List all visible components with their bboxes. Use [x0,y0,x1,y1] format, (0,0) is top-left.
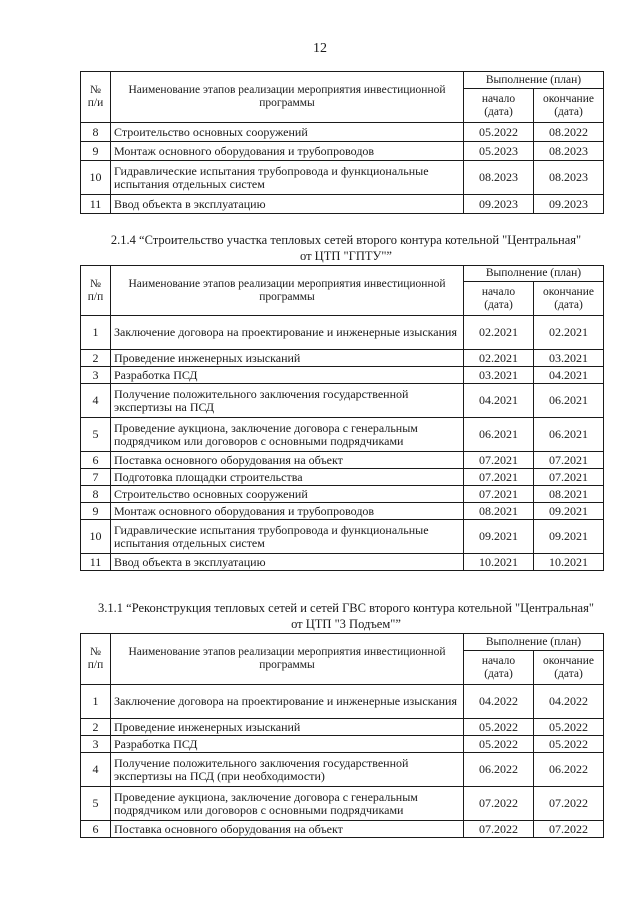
stage-name: Монтаж основного оборудования и трубопроводов [111,142,464,161]
end-date: 06.2021 [534,418,604,452]
table-row [81,554,604,571]
stage-name: Поставка основного оборудования на объект [111,452,464,469]
table-row [81,787,604,821]
row-number: 3 [81,367,111,384]
stage-name: Строительство основных сооружений [111,486,464,503]
table-row [81,503,604,520]
end-date: 07.2021 [534,469,604,486]
start-date: 04.2022 [464,685,534,719]
col-header-stage-name: Наименование этапов реализации мероприятия инвестиционной программы [111,266,464,316]
start-date: 07.2021 [464,452,534,469]
stage-name: Гидравлические испытания трубопровода и функциональные испытания отдельных систем [111,520,464,554]
col-header-execution: Выполнение (план) [464,634,604,651]
row-number: 6 [81,821,111,838]
stage-name: Проведение аукциона, заключение договора с генеральным подрядчиком или договоров с основными подрядчиками [111,787,464,821]
table-row [81,316,604,350]
col-header-stage-name: Наименование этапов реализации мероприятия инвестиционной программы [111,634,464,685]
stages-table-2 [80,265,604,571]
start-date: 03.2021 [464,367,534,384]
start-date: 02.2021 [464,350,534,367]
section-heading-line: от ЦТП "ГПТУ"” [300,249,392,263]
start-date: 09.2021 [464,520,534,554]
table-row [81,123,604,142]
stage-name: Проведение аукциона, заключение договора с генеральным подрядчиком или договоров с основными подрядчиками [111,418,464,452]
row-number: 8 [81,123,111,142]
end-date: 04.2022 [534,685,604,719]
table-row [81,469,604,486]
row-number: 6 [81,452,111,469]
table-row [81,486,604,503]
stage-name: Разработка ПСД [111,367,464,384]
end-date: 08.2022 [534,123,604,142]
start-date: 02.2021 [464,316,534,350]
stages-table-1 [80,71,604,214]
end-date: 06.2022 [534,753,604,787]
stage-name: Монтаж основного оборудования и трубопроводов [111,503,464,520]
col-header-end: окончание (дата) [534,282,604,316]
end-date: 04.2021 [534,367,604,384]
end-date: 06.2021 [534,384,604,418]
end-date: 07.2022 [534,821,604,838]
end-date: 07.2021 [534,452,604,469]
end-date: 10.2021 [534,554,604,571]
stage-name: Заключение договора на проектирование и инженерные изыскания [111,316,464,350]
row-number: 11 [81,554,111,571]
row-number: 10 [81,161,111,195]
start-date: 07.2021 [464,469,534,486]
start-date: 08.2023 [464,161,534,195]
row-number: 5 [81,418,111,452]
col-header-number: № п/п [81,634,111,685]
start-date: 08.2021 [464,503,534,520]
table-row [81,350,604,367]
stage-name: Заключение договора на проектирование и инженерные изыскания [111,685,464,719]
start-date: 07.2022 [464,821,534,838]
table-row [81,367,604,384]
section-heading-3-1-1 [80,600,612,632]
table-row [81,161,604,195]
stage-name: Проведение инженерных изысканий [111,350,464,367]
stage-name: Проведение инженерных изысканий [111,719,464,736]
col-header-start: начало (дата) [464,282,534,316]
col-header-start: начало (дата) [464,89,534,123]
table-row [81,418,604,452]
row-number: 1 [81,316,111,350]
row-number: 10 [81,520,111,554]
table-row [81,753,604,787]
section-heading-line: от ЦТП "3 Подъем"” [291,617,401,631]
row-number: 9 [81,503,111,520]
row-number: 4 [81,753,111,787]
section-heading-2-1-4 [80,232,612,264]
col-header-execution: Выполнение (план) [464,266,604,282]
end-date: 09.2021 [534,503,604,520]
table-row [81,195,604,214]
table-row [81,142,604,161]
section-heading-line: 3.1.1 “Реконструкция тепловых сетей и сетей ГВС второго контура котельной "Центральная" [98,601,594,615]
start-date: 07.2021 [464,486,534,503]
end-date: 07.2022 [534,787,604,821]
table-row [81,685,604,719]
stage-name: Ввод объекта в эксплуатацию [111,554,464,571]
table-row [81,384,604,418]
stage-name: Получение положительного заключения государственной экспертизы на ПСД [111,384,464,418]
col-header-end: окончание (дата) [534,651,604,685]
table-row [81,821,604,838]
end-date: 08.2023 [534,161,604,195]
col-header-execution: Выполнение (план) [464,72,604,89]
section-heading-line: 2.1.4 “Строительство участка тепловых сетей второго контура котельной "Центральная" [110,233,582,247]
stage-name: Разработка ПСД [111,736,464,753]
end-date: 09.2021 [534,520,604,554]
start-date: 04.2021 [464,384,534,418]
stage-name: Строительство основных сооружений [111,123,464,142]
table-row [81,719,604,736]
row-number: 9 [81,142,111,161]
col-header-stage-name: Наименование этапов реализации мероприятия инвестиционной программы [111,72,464,123]
stages-table-3 [80,633,604,838]
end-date: 08.2023 [534,142,604,161]
start-date: 06.2021 [464,418,534,452]
row-number: 7 [81,469,111,486]
end-date: 08.2021 [534,486,604,503]
table-row [81,736,604,753]
page-number: 12 [313,41,327,56]
row-number: 4 [81,384,111,418]
stage-name: Поставка основного оборудования на объект [111,821,464,838]
row-number: 1 [81,685,111,719]
row-number: 3 [81,736,111,753]
stage-name: Ввод объекта в эксплуатацию [111,195,464,214]
col-header-end: окончание (дата) [534,89,604,123]
end-date: 05.2022 [534,719,604,736]
start-date: 06.2022 [464,753,534,787]
end-date: 09.2023 [534,195,604,214]
stage-name: Подготовка площадки строительства [111,469,464,486]
start-date: 05.2022 [464,719,534,736]
start-date: 10.2021 [464,554,534,571]
col-header-start: начало (дата) [464,651,534,685]
start-date: 05.2022 [464,123,534,142]
stage-name: Получение положительного заключения государственной экспертизы на ПСД (при необходимости) [111,753,464,787]
stage-name: Гидравлические испытания трубопровода и функциональные испытания отдельных систем [111,161,464,195]
start-date: 07.2022 [464,787,534,821]
row-number: 8 [81,486,111,503]
end-date: 03.2021 [534,350,604,367]
table-row [81,452,604,469]
table-row [81,520,604,554]
start-date: 09.2023 [464,195,534,214]
end-date: 02.2021 [534,316,604,350]
row-number: 11 [81,195,111,214]
start-date: 05.2022 [464,736,534,753]
col-header-number: № п/п [81,266,111,316]
row-number: 5 [81,787,111,821]
row-number: 2 [81,350,111,367]
col-header-number: № п/и [81,72,111,123]
start-date: 05.2023 [464,142,534,161]
row-number: 2 [81,719,111,736]
end-date: 05.2022 [534,736,604,753]
